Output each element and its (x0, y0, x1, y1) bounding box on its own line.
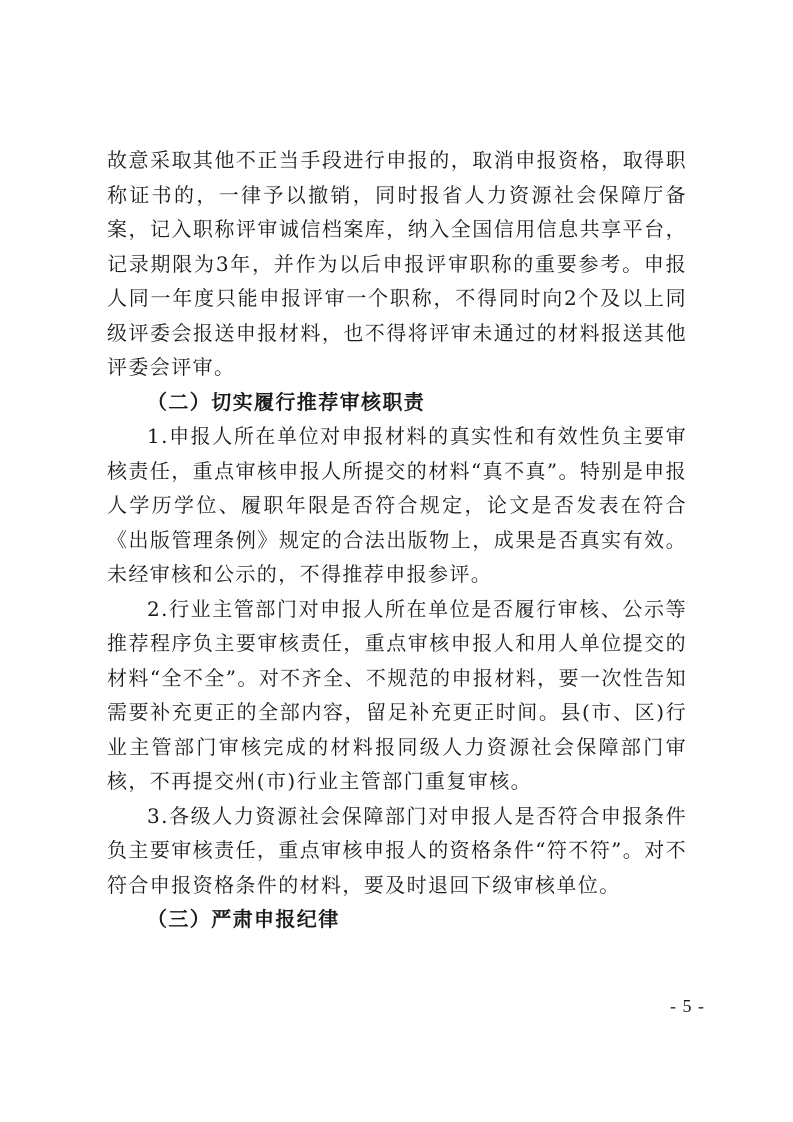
section-heading-3: （三）严肃申报纪律 (147, 907, 340, 931)
document-body (107, 143, 687, 937)
paragraph-item-3: 3.各级人力资源社会保障部门对申报人是否符合申报条件负主要审核责任，重点审核申报人的资格条件“符不符”。对不符合申报资格条件的材料，要及时退回下级审核单位。 (107, 803, 687, 897)
paragraph-item-1: 1.申报人所在单位对申报材料的真实性和有效性负主要审核责任，重点审核申报人所提交的材料“真不真”。特别是申报人学历学位、履职年限是否符合规定，论文是否发表在符合《出版管理条例》规定的合法出版物上，成果是否真实有效。未经审核和公示的，不得推荐申报参评。 (107, 424, 687, 586)
paragraph-item-2: 2.行业主管部门对申报人所在单位是否履行审核、公示等推荐程序负主要审核责任，重点审核申报人和用人单位提交的材料“全不全”。对不齐全、不规范的申报材料，要一次性告知需要补充更正的全部内容，留足补充更正时间。县(市、区)行业主管部门审核完成的材料报同级人力资源社会保障部门审核，不再提交州(市)行业主管部门重复审核。 (107, 596, 687, 793)
section-heading-2: （二）切实履行推荐审核职责 (147, 389, 426, 414)
page-number: - 5 - (670, 996, 705, 1016)
paragraph-continued: 故意采取其他不正当手段进行申报的，取消申报资格，取得职称证书的，一律予以撤销，同时报省人力资源社会保障厅备案，记入职称评审诚信档案库，纳入全国信用信息共享平台，记录期限为3年，并作为以后申报评审职称的重要参考。申报人同一年度只能申报评审一个职称，不得同时向2个及以上同级评委会报送申报材料，也不得将评审未通过的材料报送其他评委会评审。 (107, 148, 687, 379)
